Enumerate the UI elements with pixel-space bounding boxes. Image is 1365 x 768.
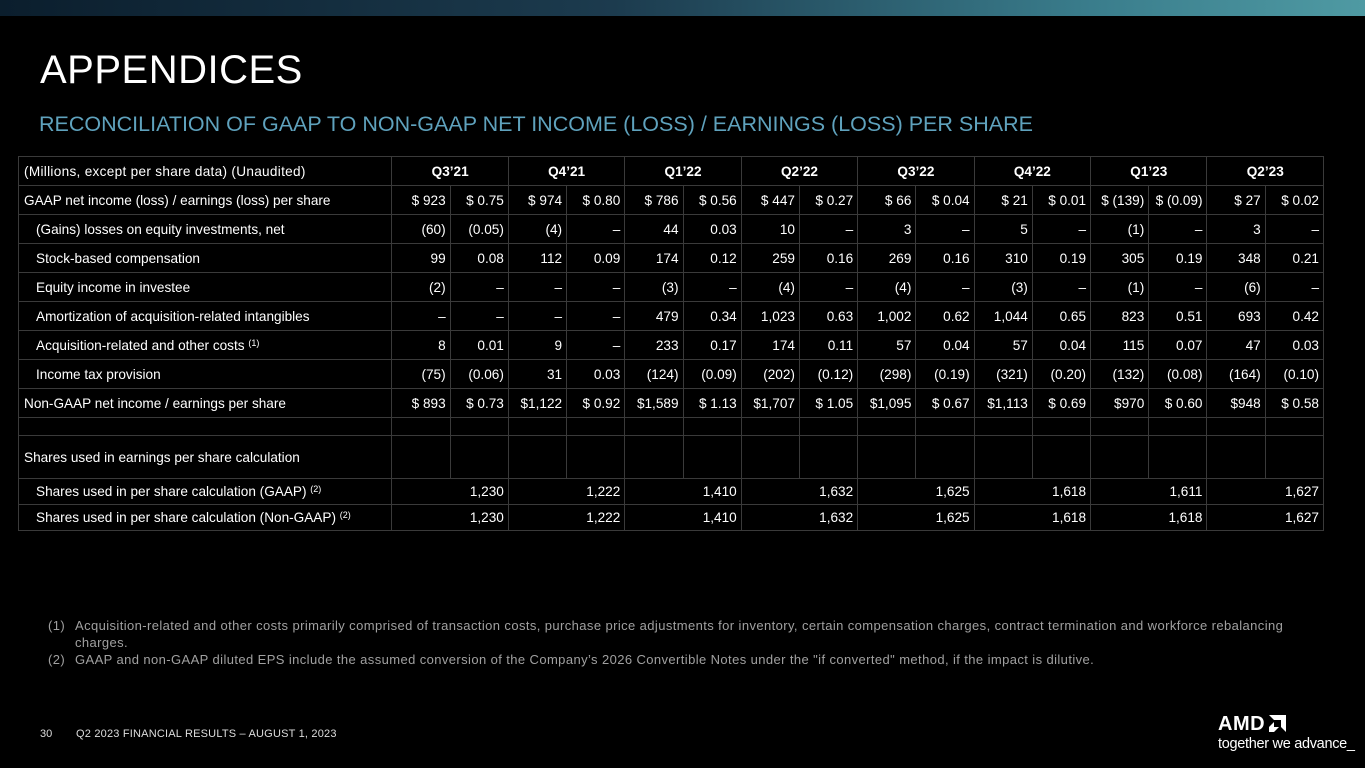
shares-cell: 1,222 (508, 505, 624, 531)
table-cell: $ 0.67 (916, 389, 974, 418)
table-cell: 233 (625, 331, 683, 360)
row-label (19, 331, 392, 360)
table-cell: 99 (392, 244, 450, 273)
empty-cell (1265, 418, 1323, 436)
shares-header-row (19, 436, 1324, 479)
table-cell: (0.10) (1265, 360, 1323, 389)
period-header: Q2’22 (741, 157, 857, 186)
table-cell: – (508, 273, 566, 302)
table-cell: $1,589 (625, 389, 683, 418)
row-label-text: Shares used in per share calculation (Non-GAAP) (36, 510, 336, 525)
reconciliation-table (18, 156, 1324, 531)
logo-tagline: together we advance_ (1218, 736, 1355, 752)
table-cell: 693 (1207, 302, 1265, 331)
table-cell: $ 447 (741, 186, 799, 215)
table-row (19, 244, 1324, 273)
period-header: Q2’23 (1207, 157, 1324, 186)
table-cell: – (567, 302, 625, 331)
table-cell: (124) (625, 360, 683, 389)
table-cell: $ 0.27 (799, 186, 857, 215)
empty-cell (567, 436, 625, 479)
spacer-row (19, 418, 1324, 436)
table-cell: $ 0.80 (567, 186, 625, 215)
period-header: Q1’23 (1091, 157, 1207, 186)
table-cell: – (1032, 273, 1090, 302)
empty-cell (1265, 436, 1323, 479)
row-label-text: Stock-based compensation (36, 250, 200, 266)
table-cell: (75) (392, 360, 450, 389)
empty-cell (1032, 436, 1090, 479)
table-cell: 305 (1091, 244, 1149, 273)
footnote-number: (2) (48, 652, 66, 667)
footnotes (48, 617, 1288, 668)
table-cell: $ 893 (392, 389, 450, 418)
row-label (19, 479, 392, 505)
table-row (19, 273, 1324, 302)
shares-cell: 1,230 (392, 479, 508, 505)
table-cell: 0.03 (683, 215, 741, 244)
empty-cell (1149, 418, 1207, 436)
table-cell: $ 0.69 (1032, 389, 1090, 418)
table-cell: (1) (1091, 215, 1149, 244)
table-cell: $ 0.60 (1149, 389, 1207, 418)
table-cell: 0.42 (1265, 302, 1323, 331)
table-header-row (19, 157, 1324, 186)
empty-cell (916, 436, 974, 479)
row-label (19, 273, 392, 302)
shares-cell: 1,230 (392, 505, 508, 531)
table-cell: (6) (1207, 273, 1265, 302)
row-label (19, 244, 392, 273)
table-cell: $1,095 (858, 389, 916, 418)
table-cell: 0.21 (1265, 244, 1323, 273)
empty-cell (508, 418, 566, 436)
empty-cell (974, 436, 1032, 479)
table-cell: $ 1.13 (683, 389, 741, 418)
shares-cell: 1,632 (741, 479, 857, 505)
table-cell: 57 (858, 331, 916, 360)
table-cell: 0.01 (450, 331, 508, 360)
empty-cell (858, 418, 916, 436)
table-cell: 0.03 (567, 360, 625, 389)
table-cell: $ 0.75 (450, 186, 508, 215)
table-cell: $ 0.56 (683, 186, 741, 215)
table-cell: (0.09) (683, 360, 741, 389)
table-cell: 8 (392, 331, 450, 360)
table-cell: 0.04 (1032, 331, 1090, 360)
table-cell: 112 (508, 244, 566, 273)
table-cell: $ 0.01 (1032, 186, 1090, 215)
empty-cell (799, 418, 857, 436)
table-cell: – (916, 215, 974, 244)
table-cell: 310 (974, 244, 1032, 273)
footnote-ref: (2) (339, 510, 351, 520)
table-cell: – (1149, 273, 1207, 302)
table-cell: (4) (858, 273, 916, 302)
table-cell: (132) (1091, 360, 1149, 389)
table-cell: 115 (1091, 331, 1149, 360)
table-cell: $1,707 (741, 389, 799, 418)
empty-cell (741, 418, 799, 436)
table-cell: $ 0.58 (1265, 389, 1323, 418)
table-cell: (298) (858, 360, 916, 389)
table-cell: (2) (392, 273, 450, 302)
amd-arrow-icon (1268, 715, 1286, 733)
table-cell: 0.19 (1032, 244, 1090, 273)
table-cell: (3) (974, 273, 1032, 302)
row-label (19, 505, 392, 531)
table-cell: 823 (1091, 302, 1149, 331)
row-label-text: (Gains) losses on equity investments, net (36, 221, 285, 237)
period-header: Q3’22 (858, 157, 974, 186)
table-cell: $948 (1207, 389, 1265, 418)
table-cell: (164) (1207, 360, 1265, 389)
table-row (19, 360, 1324, 389)
table-cell: $1,113 (974, 389, 1032, 418)
table-cell: 0.12 (683, 244, 741, 273)
shares-cell: 1,625 (858, 505, 974, 531)
table-cell: $ 923 (392, 186, 450, 215)
table-cell: $ 786 (625, 186, 683, 215)
table-cell: $ 974 (508, 186, 566, 215)
shares-cell: 1,611 (1091, 479, 1207, 505)
table-cell: (0.08) (1149, 360, 1207, 389)
empty-cell (1207, 418, 1265, 436)
table-cell: – (1265, 273, 1323, 302)
empty-cell (392, 418, 450, 436)
table-corner-label: (Millions, except per share data) (Unaudited) (19, 157, 392, 186)
table-cell: $ 27 (1207, 186, 1265, 215)
empty-cell (1091, 436, 1149, 479)
table-cell: (0.20) (1032, 360, 1090, 389)
row-label-text: Non-GAAP net income / earnings per share (24, 395, 286, 411)
empty-cell (567, 418, 625, 436)
empty-cell (683, 418, 741, 436)
table-cell: 0.34 (683, 302, 741, 331)
table-cell: 0.04 (916, 331, 974, 360)
footnote-ref: (2) (310, 484, 322, 494)
shares-cell: 1,618 (974, 479, 1090, 505)
table-cell: 348 (1207, 244, 1265, 273)
table-cell: 47 (1207, 331, 1265, 360)
empty-cell (741, 436, 799, 479)
shares-cell: 1,625 (858, 479, 974, 505)
period-header: Q4’21 (508, 157, 624, 186)
table-cell: 0.17 (683, 331, 741, 360)
table-cell: 479 (625, 302, 683, 331)
table-cell: 0.08 (450, 244, 508, 273)
table-cell: – (508, 302, 566, 331)
table-cell: 1,023 (741, 302, 799, 331)
table-cell: 0.03 (1265, 331, 1323, 360)
footnote-ref: (1) (248, 337, 260, 348)
shares-cell: 1,627 (1207, 505, 1324, 531)
table-row (19, 331, 1324, 360)
shares-row (19, 479, 1324, 505)
table-cell: 1,002 (858, 302, 916, 331)
table-cell: 3 (1207, 215, 1265, 244)
empty-cell (450, 418, 508, 436)
table-cell: 10 (741, 215, 799, 244)
shares-cell: 1,222 (508, 479, 624, 505)
page-title: APPENDICES (40, 48, 303, 92)
empty-cell (858, 436, 916, 479)
shares-cell: 1,410 (625, 479, 741, 505)
table-cell: – (799, 215, 857, 244)
table-cell: 269 (858, 244, 916, 273)
table-cell: (0.19) (916, 360, 974, 389)
empty-cell (799, 436, 857, 479)
period-header: Q3’21 (392, 157, 508, 186)
table-cell: – (567, 331, 625, 360)
shares-cell: 1,632 (741, 505, 857, 531)
table-row (19, 302, 1324, 331)
shares-row (19, 505, 1324, 531)
table-cell: (202) (741, 360, 799, 389)
shares-cell: 1,618 (1091, 505, 1207, 531)
empty-cell (625, 436, 683, 479)
table-cell: 31 (508, 360, 566, 389)
table-cell: – (392, 302, 450, 331)
period-header: Q4’22 (974, 157, 1090, 186)
table-cell: – (1032, 215, 1090, 244)
table-cell: (321) (974, 360, 1032, 389)
table-cell: $ 0.04 (916, 186, 974, 215)
empty-cell (392, 436, 450, 479)
table-cell: – (450, 302, 508, 331)
table-cell: 0.16 (799, 244, 857, 273)
row-label-text: Equity income in investee (36, 279, 191, 295)
empty-cell (1149, 436, 1207, 479)
table-cell: – (799, 273, 857, 302)
table-cell: (4) (508, 215, 566, 244)
table-cell: 57 (974, 331, 1032, 360)
table-cell: 259 (741, 244, 799, 273)
shares-cell: 1,618 (974, 505, 1090, 531)
footnote-text: Acquisition-related and other costs primarily comprised of transaction costs, purchase price adjustments for inventory, certain compensation charges, contract termination and workforce rebalancing charges. (75, 618, 1284, 650)
page-subtitle: RECONCILIATION OF GAAP TO NON-GAAP NET INCOME (LOSS) / EARNINGS (LOSS) PER SHARE (39, 112, 1033, 136)
footnote-text: GAAP and non-GAAP diluted EPS include the assumed conversion of the Company’s 2026 Convertible Notes under the "if converted" method, if the impact is dilutive. (75, 652, 1095, 667)
table-cell: 3 (858, 215, 916, 244)
logo-brand: AMD (1218, 713, 1266, 735)
row-label-text: Income tax provision (36, 366, 161, 382)
shares-cell: 1,410 (625, 505, 741, 531)
table-cell: $ 1.05 (799, 389, 857, 418)
table-cell: (0.05) (450, 215, 508, 244)
table-row (19, 215, 1324, 244)
empty-cell (450, 436, 508, 479)
empty-cell (19, 418, 392, 436)
table-cell: 0.62 (916, 302, 974, 331)
table-cell: 0.09 (567, 244, 625, 273)
table-cell: – (683, 273, 741, 302)
table-cell: 0.65 (1032, 302, 1090, 331)
table-cell: 0.11 (799, 331, 857, 360)
row-label (19, 360, 392, 389)
table-cell: – (450, 273, 508, 302)
row-label (19, 215, 392, 244)
table-cell: (60) (392, 215, 450, 244)
table-cell: 0.19 (1149, 244, 1207, 273)
table-cell: – (1265, 215, 1323, 244)
row-label-text: Amortization of acquisition-related intangibles (36, 308, 310, 324)
table-cell: $ 0.92 (567, 389, 625, 418)
table-cell: – (1149, 215, 1207, 244)
table-cell: 0.07 (1149, 331, 1207, 360)
shares-header-label: Shares used in earnings per share calculation (19, 436, 392, 479)
empty-cell (683, 436, 741, 479)
footer-text: Q2 2023 FINANCIAL RESULTS – AUGUST 1, 2023 (76, 728, 337, 740)
row-label-text: GAAP net income (loss) / earnings (loss) per share (24, 192, 331, 208)
table-cell: 9 (508, 331, 566, 360)
table-cell: $ 0.73 (450, 389, 508, 418)
table-cell: 174 (625, 244, 683, 273)
table-cell: 0.63 (799, 302, 857, 331)
table-cell: (0.06) (450, 360, 508, 389)
amd-logo (1218, 713, 1355, 752)
table-cell: 5 (974, 215, 1032, 244)
empty-cell (1091, 418, 1149, 436)
table-cell: 0.51 (1149, 302, 1207, 331)
table-cell: (3) (625, 273, 683, 302)
table-cell: – (567, 215, 625, 244)
empty-cell (916, 418, 974, 436)
footnote-number: (1) (48, 618, 66, 633)
table-cell: – (567, 273, 625, 302)
period-header: Q1’22 (625, 157, 741, 186)
row-label-text: Acquisition-related and other costs (36, 337, 245, 353)
table-cell: 0.16 (916, 244, 974, 273)
row-label-text: Shares used in per share calculation (GAAP) (36, 484, 307, 499)
table-cell: $ 0.02 (1265, 186, 1323, 215)
table-cell: $ 21 (974, 186, 1032, 215)
row-label (19, 389, 392, 418)
row-label (19, 186, 392, 215)
table-cell: (0.12) (799, 360, 857, 389)
footnote-1 (48, 617, 1288, 651)
empty-cell (1207, 436, 1265, 479)
empty-cell (625, 418, 683, 436)
footnote-2 (48, 651, 1288, 668)
row-label (19, 302, 392, 331)
table-cell: $970 (1091, 389, 1149, 418)
top-gradient-bar (0, 0, 1365, 16)
table-row (19, 389, 1324, 418)
table-cell: 44 (625, 215, 683, 244)
empty-cell (974, 418, 1032, 436)
shares-cell: 1,627 (1207, 479, 1324, 505)
table-cell: $ 66 (858, 186, 916, 215)
table-cell: $1,122 (508, 389, 566, 418)
empty-cell (508, 436, 566, 479)
table-cell: (4) (741, 273, 799, 302)
table-cell: 1,044 (974, 302, 1032, 331)
table-row (19, 186, 1324, 215)
table-cell: $ (139) (1091, 186, 1149, 215)
table-cell: – (916, 273, 974, 302)
page-number: 30 (40, 728, 53, 740)
table-cell: (1) (1091, 273, 1149, 302)
empty-cell (1032, 418, 1090, 436)
table-cell: $ (0.09) (1149, 186, 1207, 215)
table-cell: 174 (741, 331, 799, 360)
